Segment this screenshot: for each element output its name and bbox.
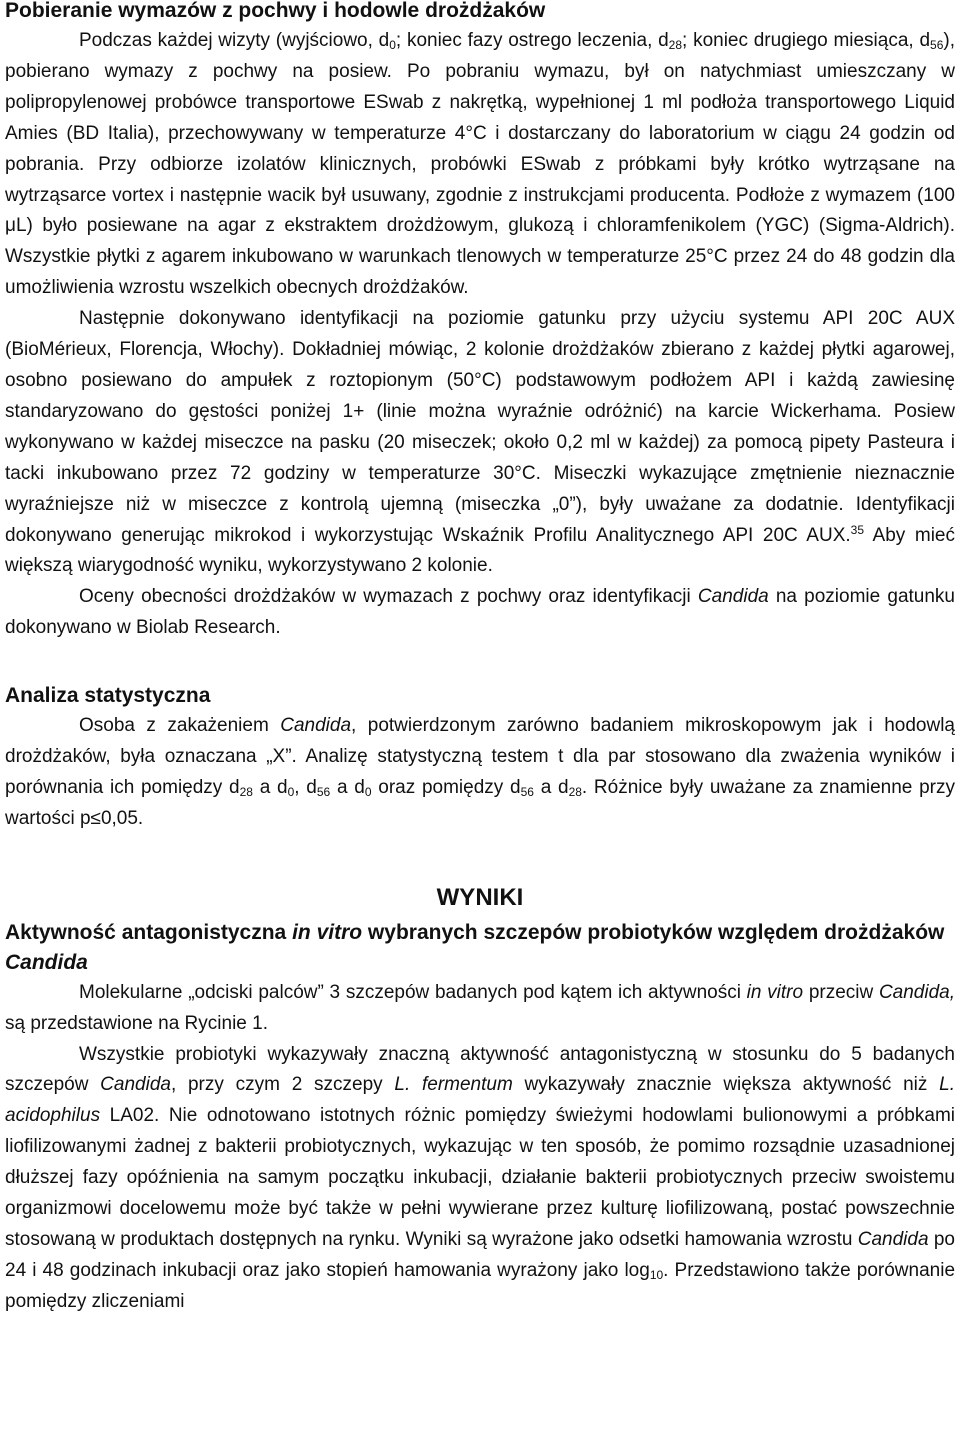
subscript: 56 — [930, 38, 944, 52]
italic-term: Candida, — [878, 981, 956, 1003]
italic-term: Candida — [280, 715, 352, 737]
italic-term: in vitro — [746, 981, 804, 1003]
paragraph-sampling-2: Następnie dokonywano identyfikacji na poziomie gatunku przy użyciu systemu API 20C AUX (BioMérieux, Florencja, Włochy). Dokładniej mówiąc, 2 kolonie drożdżaków zbierano z każdej płytki agarowej, osobno posiewano do ampułek z roztopionym (50°C) podstawowym podłożem API i każdą zawiesinę standaryzowano do gęstości poniżej 1+ (linie można wyraźnie odróżnić) na karcie Wickerhama. Posiew wykonywano w każdej miseczce na pasku (20 miseczek; około 0,2 ml w każdej) za pomocą pipety Pasteura i tacki inkubowano przez 72 godziny w temperaturze 30°C. Miseczki wykazujące zmętnienie nieznacznie wyraźniejsze niż w miseczce z kontrolą ujemną (miseczka „0”), były uważane za dodatnie. Identyfikacji dokonywano generując mikrokod i wykorzystując Wskaźnik Profilu Analitycznego API 20C AUX.$^{35}$ Aby mieć większą wiarygodność wyniku, wykorzystywano 2 kolonie. — [5, 308, 955, 577]
subscript: 0 — [389, 38, 396, 52]
italic-term: Candida — [697, 586, 769, 608]
italic-term: Candida — [100, 1074, 171, 1096]
subscript: 56 — [316, 784, 331, 799]
italic-term: Candida — [5, 950, 88, 974]
subscript: 28 — [239, 784, 253, 799]
italic-term: in vitro — [292, 920, 363, 944]
paragraph-results-2: Wszystkie probiotyki wykazywały znaczną aktywność antagonistyczną w stosunku do 5 badanych szczepów Candida, przy czym 2 szczepy L. fermentum wykazywały znacznie większa aktywność niż L. acidophilus LA02. Nie odnotowano istotnych różnic pomiędzy świeżymi hodowlami bulionowymi a próbkami liofilizowanymi żadnej z bakterii probiotycznych, wykazując w ten sposób, że pomimo rozsądnie uzasadnionej dłuższej fazy opóźnienia na samym początku inkubacji, działanie bakterii probiotycznych przeciw swoistemu organizmowi docelowemu może być także w pełni wywierane przez kulturę liofilizowaną, postać powszechnie stosowaną w produktach dostępnych na rynku. Wyniki są wyrażone jako odsetki hamowania wzrostu Candida po 24 i 48 godzinach inkubacji oraz jako stopień hamowania wyrażony jako $\log_{10}$. Przedstawiono także porównanie pomiędzy zliczeniami — [5, 1043, 956, 1312]
subscript: 56 — [520, 784, 534, 799]
section-title-antagonistic-activity: Aktywność antagonistyczna in vitro wybranych szczepów probiotyków względem drożdżaków Candida — [5, 920, 945, 974]
section-title-statistics: Analiza statystyczna — [5, 684, 211, 708]
subscript: 28 — [568, 784, 582, 799]
paragraph-sampling-1: Podczas każdej wizyty (wyjściowo, $d_0$; koniec fazy ostrego leczenia, $d_{28}$; koniec drugiego miesiąca, $d_{56}$), pobierano wymazy z pochwy na posiew. Po pobraniu wymazu, był on natychmiast umieszczany w polipropylenowej probówce transportowe ESwab z nakrętką, wypełnionej 1 ml podłoża transportowego Liquid Amies (BD Italia), przechowywany w temperaturze 4°C i dostarczany do laboratorium w ciągu 24 godzin od pobrania. Przy odbiorze izolatów klinicznych, probówki ESwab z próbkami były krótko wytrząsane na wytrząsarce vortex i następnie wacik był usuwany, zgodnie z instrukcjami producenta. Podłoże z wymazem (100 μL) było posiewane na agar z ekstraktem drożdżowym, glukozą i chloramfenikolem (YGC) (Sigma-Aldrich). Wszystkie płytki z agarem inkubowano w warunkach tlenowych w temperaturze 25°C przez 24 do 48 godzin dla umożliwienia wzrostu wszelkich obecnych drożdżaków. — [5, 30, 955, 299]
results-heading: WYNIKI — [436, 883, 524, 911]
document-page — [5, 0, 955, 1318]
subscript: 0 — [287, 784, 295, 799]
italic-term: L. acidophilus — [5, 1074, 955, 1127]
subscript: 10 — [649, 1267, 664, 1282]
superscript-reference: 35 — [850, 522, 865, 537]
italic-term: L. fermentum — [394, 1074, 513, 1096]
italic-term: Candida — [857, 1229, 929, 1250]
subscript: 28 — [668, 38, 683, 52]
section-title-sampling: Pobieranie wymazów z pochwy i hodowle drożdżaków — [5, 0, 546, 22]
subscript: 0 — [364, 784, 372, 799]
paragraph-sampling-3: Oceny obecności drożdżaków w wymazach z pochwy oraz identyfikacji Candida na poziomie gatunku dokonywano w Biolab Research. — [5, 586, 955, 639]
paragraph-statistics-1: Osoba z zakażeniem Candida, potwierdzonym zarówno badaniem mikroskopowym jak i hodowlą drożdżaków, była oznaczana „X”. Analizę statystyczną testem t dla par stosowano dla zważenia wyników i porównania ich pomiędzy $d_{28}$ a $d_0$, $d_{56}$ a $d_0$ oraz pomiędzy $d_{56}$ a $d_{28}$. Różnice były uważane za znamienne przy wartości p≤0,05. — [5, 715, 956, 829]
paragraph-results-1: Molekularne „odciski palców” 3 szczepów badanych pod kątem ich aktywności in vitro przeciw Candida, są przedstawione na Rycinie 1. — [5, 981, 956, 1034]
